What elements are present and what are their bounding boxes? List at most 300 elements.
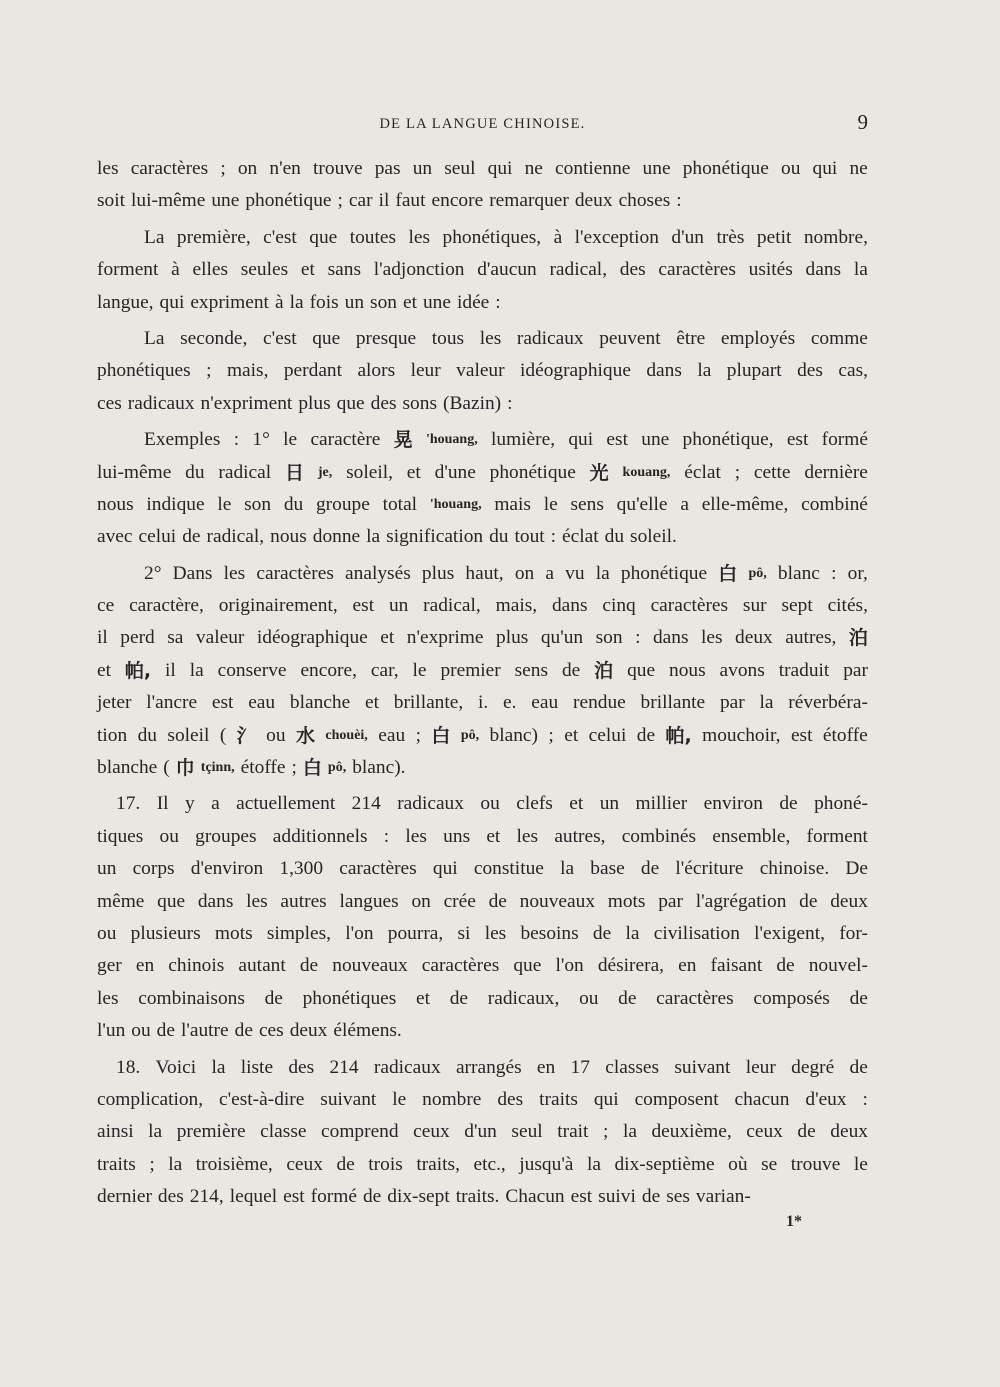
text-line — [97, 424, 868, 456]
word: idéographique — [520, 360, 631, 382]
paragraph — [97, 1052, 868, 1214]
word: autres, — [554, 825, 606, 847]
word: ; — [603, 1121, 609, 1143]
word: for- — [839, 922, 868, 944]
text-line — [97, 521, 868, 553]
word: : — [383, 825, 390, 847]
word: pas — [374, 158, 401, 179]
word: c'est — [263, 226, 297, 248]
word: tous — [431, 327, 465, 349]
word: trouve — [313, 158, 363, 179]
word: un — [388, 595, 409, 617]
word: de — [776, 955, 795, 977]
word: seconde, — [180, 327, 248, 349]
text-line — [97, 558, 868, 590]
word: besoins — [520, 922, 579, 944]
word: contienne — [555, 158, 631, 179]
word: chacun — [734, 1088, 790, 1110]
text-line — [97, 655, 868, 687]
word: car, — [370, 659, 399, 681]
word: blanche — [289, 692, 351, 714]
word: est — [786, 429, 809, 451]
word: je, — [317, 464, 333, 480]
text-line — [97, 886, 868, 918]
word: les — [408, 226, 431, 248]
word: elles — [192, 259, 229, 281]
word: idéographique — [256, 627, 368, 649]
word: en — [536, 1056, 556, 1078]
text-line — [97, 153, 868, 185]
word: la — [289, 291, 304, 313]
word: un — [97, 858, 117, 880]
word: cinq — [602, 595, 636, 617]
word: des — [797, 360, 823, 382]
paragraph — [97, 323, 868, 420]
word: formé — [310, 1186, 357, 1208]
word: alors — [357, 360, 396, 382]
word: tion — [97, 724, 128, 746]
word: la — [168, 1153, 183, 1175]
word: caractères — [650, 595, 729, 617]
word: phonétique — [489, 461, 576, 483]
word: nous — [97, 493, 134, 515]
word: les — [223, 562, 246, 584]
chinese-character: 光 — [589, 461, 609, 484]
text-line — [97, 1181, 868, 1213]
word: des — [497, 1088, 524, 1110]
word: c'est-à-dire — [219, 1088, 305, 1110]
word: caractères — [256, 562, 334, 584]
word: analysés — [345, 562, 411, 584]
word: lui-même — [131, 190, 206, 212]
word: ceux — [413, 1121, 450, 1143]
word: de — [561, 659, 581, 681]
word: la — [697, 360, 712, 382]
word: Il — [156, 793, 169, 815]
text-line — [97, 918, 868, 950]
chinese-character: 水 — [295, 724, 315, 747]
page-header — [97, 110, 868, 142]
word: traits. — [455, 1186, 500, 1208]
word: de — [779, 793, 798, 815]
paragraph — [97, 153, 868, 218]
word: à — [171, 259, 180, 281]
word: ( — [163, 757, 170, 779]
word: de — [640, 858, 660, 880]
word: de — [336, 1153, 355, 1175]
word: radical, — [423, 595, 481, 617]
word: du — [137, 724, 157, 746]
word: de — [592, 922, 612, 944]
word: à — [553, 226, 563, 248]
word: eau — [248, 692, 276, 714]
word: et — [97, 659, 111, 681]
word: des — [370, 392, 397, 414]
word: que — [336, 392, 365, 414]
word: employés — [720, 327, 796, 349]
word: son — [244, 493, 272, 515]
word: phonétique — [245, 190, 332, 212]
word: : — [550, 526, 557, 548]
word: ; — [149, 1153, 155, 1175]
word: total — [382, 493, 418, 515]
word: est — [352, 595, 375, 617]
text-line — [97, 687, 868, 719]
word: base — [590, 858, 625, 880]
chinese-character: 白 — [431, 724, 451, 747]
word: composés — [753, 987, 830, 1009]
word: jusqu'à — [519, 1153, 574, 1175]
word: qui — [159, 291, 185, 313]
word: de — [299, 955, 319, 977]
word: combinaisons — [138, 987, 245, 1009]
word: mouchoir, — [702, 724, 781, 746]
text-line — [97, 983, 868, 1015]
word: un — [599, 793, 620, 815]
word: radical, — [549, 259, 608, 281]
chinese-character: 白 — [302, 757, 322, 780]
word: dans — [646, 360, 682, 382]
word: groupe — [315, 493, 370, 515]
text-line — [97, 1052, 868, 1084]
word: jeter — [97, 692, 132, 714]
word: blanc) — [489, 724, 538, 746]
word: de — [362, 1186, 382, 1208]
word: plusieurs — [130, 922, 201, 944]
word: des — [288, 1056, 315, 1078]
word: de — [641, 1186, 661, 1208]
word: on — [514, 562, 535, 584]
word: originairement, — [218, 595, 338, 617]
word: d'une — [434, 461, 476, 483]
word: même — [97, 890, 145, 912]
word: mots — [607, 890, 646, 912]
word: ce — [97, 595, 115, 617]
word: varian- — [695, 1186, 751, 1208]
word: désirera, — [597, 955, 665, 977]
word: ceux — [746, 1121, 783, 1143]
chinese-character: 晃 — [393, 429, 413, 452]
chinese-character: 氵 — [236, 724, 256, 747]
word: soit — [97, 190, 126, 212]
word: chouèi, — [325, 727, 368, 743]
word: valeur — [195, 627, 245, 649]
word: mots — [214, 922, 253, 944]
word: et — [406, 461, 421, 483]
word: choses — [618, 190, 671, 212]
word: celui — [138, 526, 177, 548]
word: plus — [298, 392, 331, 414]
word: rendue — [573, 692, 626, 714]
word: 2° — [144, 562, 162, 584]
word: et — [416, 987, 431, 1009]
text-line — [97, 388, 868, 420]
word: n'exprime — [406, 627, 484, 649]
word: très — [716, 226, 745, 248]
word: qui — [593, 1088, 619, 1110]
word: les — [479, 327, 502, 349]
word: arrangés — [455, 1056, 522, 1078]
word: ger — [97, 955, 122, 977]
word: se — [761, 1153, 778, 1175]
word: ainsi — [97, 1121, 134, 1143]
word: n'expriment — [200, 392, 293, 414]
word: éclat — [562, 526, 599, 548]
word: ou — [579, 987, 599, 1009]
word: caractère, — [129, 595, 204, 617]
word: constitue — [473, 858, 544, 880]
word: la — [211, 1056, 226, 1078]
word: encore, — [300, 659, 357, 681]
word: traduit — [778, 659, 830, 681]
word: le — [412, 659, 427, 681]
word: ne — [849, 158, 868, 179]
word: 18. — [116, 1056, 141, 1078]
body-text — [97, 153, 868, 1218]
word: ou — [266, 724, 286, 746]
word: que — [312, 327, 341, 349]
word: suivant — [320, 1088, 377, 1110]
word: l'autre — [180, 1020, 229, 1042]
word: ou — [131, 1020, 151, 1042]
word: dans — [652, 627, 689, 649]
running-head: DE LA LANGUE CHINOISE. — [379, 116, 586, 132]
word: de — [799, 890, 818, 912]
word: brillante, — [393, 692, 464, 714]
word: a — [545, 562, 554, 584]
word: forment — [806, 825, 868, 847]
word: on — [237, 158, 258, 179]
word: soleil, — [346, 461, 393, 483]
word: phoné- — [814, 793, 868, 815]
word: radicaux — [516, 327, 584, 349]
word: l'un — [97, 1020, 126, 1042]
word: où — [728, 1153, 748, 1175]
word: et — [402, 291, 417, 313]
word: est — [211, 692, 234, 714]
word: de — [449, 987, 469, 1009]
word: à — [274, 291, 284, 313]
word: de — [182, 526, 201, 548]
word: e. — [503, 692, 517, 714]
word: avec — [97, 526, 133, 548]
word: ne — [524, 158, 543, 179]
word: eau — [378, 724, 406, 746]
word: simples, — [266, 922, 331, 944]
word: ou — [781, 158, 801, 179]
word: l'exigent, — [754, 922, 825, 944]
word: que — [157, 890, 186, 912]
word: phonétiques, — [442, 226, 542, 248]
word: toutes — [349, 226, 397, 248]
word: qui — [568, 429, 594, 451]
word: actuellement — [236, 793, 336, 815]
word: lui-même — [97, 461, 172, 483]
word: autres — [280, 890, 327, 912]
word: car — [348, 190, 373, 212]
word: 17 — [570, 1056, 590, 1078]
text-line — [97, 720, 868, 752]
word: La — [144, 327, 165, 349]
word: mais, — [226, 360, 269, 382]
word: la — [625, 922, 640, 944]
text-line — [97, 1149, 868, 1181]
word: du — [185, 461, 205, 483]
word: nombre — [422, 1088, 482, 1110]
word: 1° — [252, 429, 270, 451]
word: la — [853, 259, 868, 281]
word: la — [148, 1121, 163, 1143]
word: Voici — [155, 1056, 197, 1078]
word: : — [831, 562, 837, 584]
text-line — [97, 788, 868, 820]
paragraph — [97, 558, 868, 785]
word: faisant — [710, 955, 763, 977]
word: presque — [355, 327, 417, 349]
word: deux — [830, 890, 868, 912]
word: soleil. — [630, 526, 677, 548]
word: y — [184, 793, 195, 815]
word: est — [570, 1186, 593, 1208]
word: une — [211, 190, 240, 212]
word: est — [790, 724, 813, 746]
word: la — [189, 659, 204, 681]
word: traits, — [416, 1153, 460, 1175]
word: et — [300, 259, 315, 281]
text-line — [97, 185, 868, 217]
word: troisième, — [195, 1153, 273, 1175]
word: les — [97, 158, 119, 179]
word: éclat — [684, 461, 721, 483]
word: encore — [431, 190, 484, 212]
word: son — [595, 627, 623, 649]
text-line — [97, 254, 868, 286]
word: qu'un — [540, 627, 584, 649]
word: composent — [634, 1088, 719, 1110]
word: kouang, — [622, 464, 671, 480]
word: du — [283, 493, 304, 515]
word: seul — [511, 1121, 543, 1143]
word: d'environ — [190, 858, 264, 880]
word: d'aucun — [477, 259, 537, 281]
word: dans — [551, 595, 588, 617]
chinese-character: 巾 — [175, 757, 195, 780]
text-line — [97, 1015, 868, 1047]
chinese-character: 白 — [718, 562, 738, 585]
word: La — [144, 226, 165, 248]
word: elle-même, — [701, 493, 789, 515]
word: pô, — [460, 727, 480, 743]
word: il — [165, 659, 176, 681]
word: langues — [339, 890, 399, 912]
word: des — [619, 259, 646, 281]
word: fois — [309, 291, 339, 313]
word: caractère — [310, 429, 381, 451]
word: de — [156, 1020, 175, 1042]
word: nous — [669, 659, 706, 681]
word: de — [618, 987, 637, 1009]
word: caractères — [658, 259, 736, 281]
word: un — [344, 291, 365, 313]
word: élémens. — [333, 1020, 402, 1042]
word: ou — [159, 825, 179, 847]
word: sons — [402, 392, 437, 414]
word: sa — [167, 627, 184, 649]
word: expriment — [190, 291, 269, 313]
word: du — [489, 526, 509, 548]
word: leur — [745, 1056, 776, 1078]
word: nous — [270, 526, 307, 548]
text-line — [97, 821, 868, 853]
word: blanc — [777, 562, 820, 584]
text-line — [97, 489, 868, 521]
word: par — [658, 890, 683, 912]
word: trois — [368, 1153, 403, 1175]
word: les — [246, 890, 268, 912]
word: classes — [605, 1056, 660, 1078]
word: combinés — [621, 825, 697, 847]
word: liste — [240, 1056, 274, 1078]
word: chinoise. — [759, 858, 830, 880]
word: dix-sept — [387, 1186, 450, 1208]
word: nouveaux — [519, 890, 596, 912]
word: signification — [386, 526, 484, 548]
word: comprend — [321, 1121, 399, 1143]
word: son — [370, 291, 397, 313]
word: Exemples — [144, 429, 221, 451]
word: civilisation — [653, 922, 740, 944]
word: la — [366, 526, 381, 548]
word: autant — [238, 955, 286, 977]
word: sens — [514, 659, 549, 681]
word: phonétiques — [97, 360, 191, 382]
word: faut — [395, 190, 426, 212]
word: de — [797, 1121, 816, 1143]
word: uns — [443, 825, 471, 847]
word: de — [488, 890, 507, 912]
word: les — [484, 922, 507, 944]
word: suivant — [674, 1056, 731, 1078]
word: première, — [176, 226, 251, 248]
word: ; — [548, 724, 554, 746]
chinese-character: 帕, — [665, 724, 692, 747]
word: ou — [480, 793, 500, 815]
word: : — [233, 429, 240, 451]
word: perdant — [283, 360, 343, 382]
word: 214 — [329, 1056, 359, 1078]
word: ( — [219, 724, 227, 746]
word: première — [176, 1121, 246, 1143]
word: réverbéra- — [788, 692, 868, 714]
word: celui — [588, 724, 627, 746]
word: en — [678, 955, 697, 977]
word: qui — [432, 858, 458, 880]
word: être — [676, 327, 706, 349]
paragraph — [97, 424, 868, 554]
word: ses — [666, 1186, 690, 1208]
word: 'houang, — [425, 432, 478, 448]
word: il — [378, 190, 390, 212]
word: suivi — [598, 1186, 636, 1208]
word: forment — [97, 259, 159, 281]
word: remarquer — [489, 190, 569, 212]
word: de — [849, 1056, 868, 1078]
word: par — [843, 659, 868, 681]
word: l'exception — [574, 226, 659, 248]
word: sans — [327, 259, 362, 281]
word: deux — [574, 190, 613, 212]
word: que — [309, 226, 338, 248]
